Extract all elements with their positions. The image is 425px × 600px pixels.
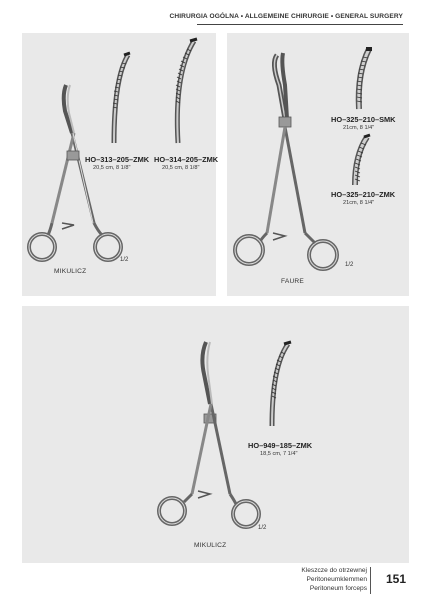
product-code: HO–325–210–ZMK [331, 190, 396, 199]
model-name: MIKULICZ [194, 542, 227, 549]
product-size: 21cm, 8 1/4" [343, 125, 375, 131]
scale-note: 1/2 [120, 257, 129, 263]
footer-captions [301, 566, 367, 594]
scale-note: 1/2 [345, 262, 354, 268]
section-header [170, 13, 403, 20]
product-size: 20,5 cm, 8 1/8" [93, 165, 131, 171]
header-separator: • [330, 13, 334, 20]
product-code: HO–313–205–ZMK [85, 155, 150, 164]
header-rule [197, 24, 403, 25]
model-name: MIKULICZ [54, 268, 87, 275]
forceps-illustration-faure [227, 33, 409, 296]
product-panel-mikulicz-1 [22, 33, 219, 296]
product-size: 20,5 cm, 8 1/8" [162, 165, 200, 171]
product-size: 18,5 cm, 7 1/4" [260, 451, 298, 457]
product-code: HO–314–205–ZMK [154, 155, 219, 164]
caption-en: Peritoneum forceps [309, 585, 367, 593]
product-code: HO–325–210–SMK [331, 115, 396, 124]
caption-de: Peritoneumklemmen [306, 576, 367, 584]
header-en: GENERAL SURGERY [335, 13, 403, 20]
forceps-illustration-mikulicz-2 [22, 306, 409, 563]
product-code: HO–949–185–ZMK [248, 441, 313, 450]
header-de: ALLGEMEINE CHIRURGIE [244, 13, 329, 20]
product-size: 21cm, 8 1/4" [343, 200, 375, 206]
header-pl: CHIRURGIA OGÓLNA [169, 13, 239, 20]
caption-pl: Kleszcze do otrzewnej [301, 567, 367, 574]
product-panel-mikulicz-2 [22, 306, 409, 563]
model-name: FAURE [281, 278, 304, 285]
header-separator: • [240, 13, 244, 20]
product-panel-faure [227, 33, 409, 296]
scale-note: 1/2 [258, 525, 267, 531]
page-number: 151 [386, 572, 407, 586]
